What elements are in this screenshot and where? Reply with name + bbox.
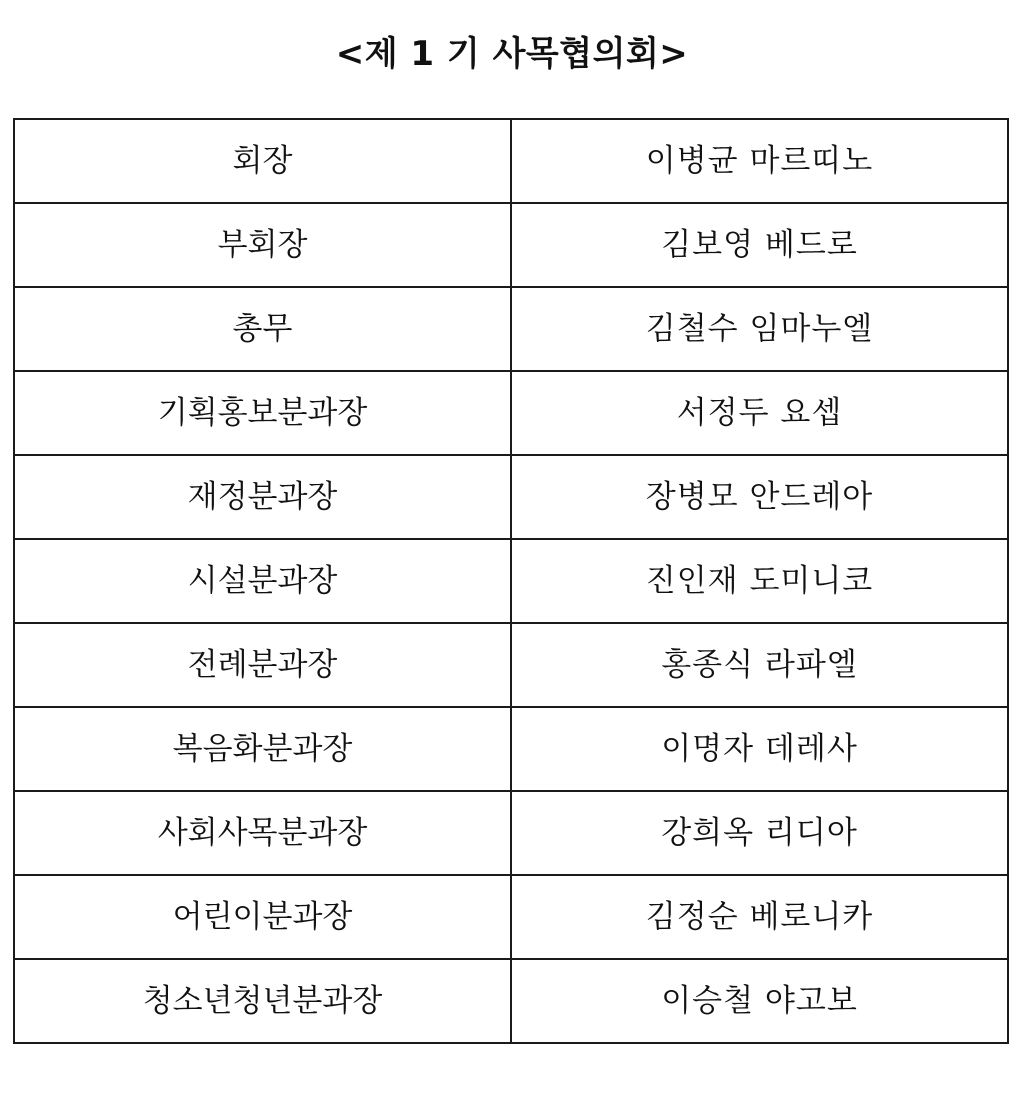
member-name-cell: 서정두 요셉: [511, 371, 1008, 455]
table-row: [14, 791, 1008, 875]
role-cell: 복음화분과장: [14, 707, 511, 791]
role-cell: 사회사목분과장: [14, 791, 511, 875]
role-cell: 시설분과장: [14, 539, 511, 623]
role-cell: 청소년청년분과장: [14, 959, 511, 1043]
table-row: [14, 371, 1008, 455]
council-roster-table: [13, 118, 1009, 1044]
member-name-cell: 진인재 도미니코: [511, 539, 1008, 623]
table-row: [14, 455, 1008, 539]
roster-table-body: [14, 119, 1008, 1043]
table-row: [14, 623, 1008, 707]
table-row: [14, 287, 1008, 371]
role-cell: 회장: [14, 119, 511, 203]
member-name-cell: 이명자 데레사: [511, 707, 1008, 791]
role-cell: 기획홍보분과장: [14, 371, 511, 455]
table-row: [14, 203, 1008, 287]
table-row: [14, 119, 1008, 203]
role-cell: 총무: [14, 287, 511, 371]
member-name-cell: 김보영 베드로: [511, 203, 1008, 287]
table-row: [14, 875, 1008, 959]
role-cell: 어린이분과장: [14, 875, 511, 959]
member-name-cell: 장병모 안드레아: [511, 455, 1008, 539]
member-name-cell: 홍종식 라파엘: [511, 623, 1008, 707]
role-cell: 재정분과장: [14, 455, 511, 539]
role-cell: 부회장: [14, 203, 511, 287]
table-row: [14, 539, 1008, 623]
page-title: <제 1 기 사목협의회>: [335, 34, 689, 74]
member-name-cell: 이병균 마르띠노: [511, 119, 1008, 203]
role-cell: 전례분과장: [14, 623, 511, 707]
member-name-cell: 이승철 야고보: [511, 959, 1008, 1043]
table-row: [14, 707, 1008, 791]
table-row: [14, 959, 1008, 1043]
member-name-cell: 김철수 임마누엘: [511, 287, 1008, 371]
member-name-cell: 강희옥 리디아: [511, 791, 1008, 875]
member-name-cell: 김정순 베로니카: [511, 875, 1008, 959]
